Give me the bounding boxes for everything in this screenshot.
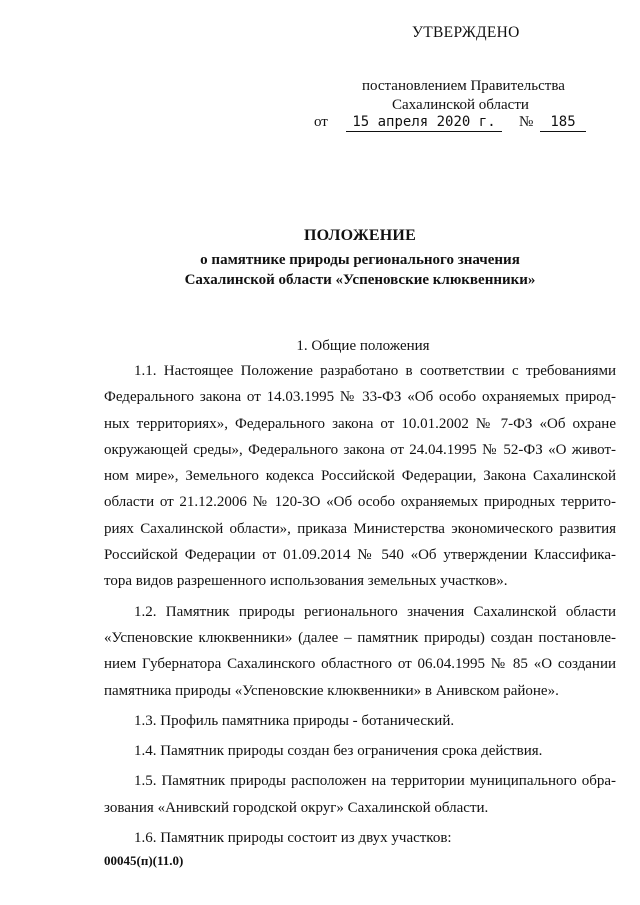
approved-stamp: УТВЕРЖДЕНО bbox=[412, 24, 520, 41]
paragraph-1-4: 1.4. Памятник природы создан без ограничения срока действия. bbox=[134, 743, 543, 760]
paragraph-1-1-line: риях Сахалинской области», приказа Министерства экономического развития bbox=[104, 520, 616, 537]
paragraph-1-2-line: 1.2. Памятник природы регионального значения Сахалинской области bbox=[134, 603, 616, 620]
paragraph-1-1-line: ных территориях», Федерального закона от 10.01.2002 № 7-ФЗ «Об охране bbox=[104, 415, 616, 432]
document-code: 00045(п)(11.0) bbox=[104, 853, 184, 868]
paragraph-1-5-line: 1.5. Памятник природы расположен на территории муниципального обра- bbox=[134, 773, 616, 790]
paragraph-1-1-line: Федерального закона от 14.03.1995 № 33-ФЗ «Об особо охраняемых природ- bbox=[104, 389, 616, 406]
paragraph-1-2-line: памятника природы «Успеновские клюквенники» в Анивском районе». bbox=[104, 682, 559, 699]
paragraph-1-1-line: области от 21.12.2006 № 120-ЗО «Об особо охраняемых природных террито- bbox=[104, 494, 616, 511]
paragraph-1-1-line: тора видов разрешенного использования земельных участков». bbox=[104, 573, 508, 590]
section-heading: 1. Общие положения bbox=[296, 338, 430, 354]
document-subtitle-2: Сахалинской области «Успеновские клюквенники» bbox=[184, 272, 536, 288]
document-body bbox=[104, 358, 616, 851]
document-subtitle-1: о памятнике природы регионального значения bbox=[200, 252, 520, 268]
from-label: от bbox=[314, 114, 328, 130]
paragraph-1-2-line: «Успеновские клюквенники» (далее – памятник природы) создан постановле- bbox=[104, 629, 616, 646]
number-label: № bbox=[519, 114, 534, 130]
paragraph-1-1-line: окружающей среды», Федерального закона от 24.04.1995 № 52-ФЗ «О живот- bbox=[104, 441, 616, 458]
paragraph-1-5-line: зования «Анивский городской округ» Сахалинской области. bbox=[104, 799, 489, 816]
paragraph-1-1-line: ном мире», Земельного кодекса Российской Федерации, Закона Сахалинской bbox=[104, 468, 616, 485]
decree-number: 185 bbox=[540, 114, 586, 132]
paragraph-1-3: 1.3. Профиль памятника природы - ботанический. bbox=[134, 712, 455, 729]
paragraph-1-2-line: нием Губернатора Сахалинского областного от 06.04.1995 № 85 «О создании bbox=[104, 656, 616, 673]
paragraph-1-6: 1.6. Памятник природы состоит из двух участков: bbox=[134, 830, 452, 847]
paragraph-1-1-line: 1.1. Настоящее Положение разработано в соответствии с требованиями bbox=[134, 363, 616, 379]
document-title: ПОЛОЖЕНИЕ bbox=[304, 227, 416, 244]
approved-region-line: Сахалинской области bbox=[392, 97, 529, 113]
decree-date: 15 апреля 2020 г. bbox=[346, 114, 502, 132]
paragraph-1-1-line: Российской Федерации от 01.09.2014 № 540 «Об утверждении Классифика- bbox=[104, 547, 616, 564]
approved-by-line: постановлением Правительства bbox=[362, 78, 565, 94]
